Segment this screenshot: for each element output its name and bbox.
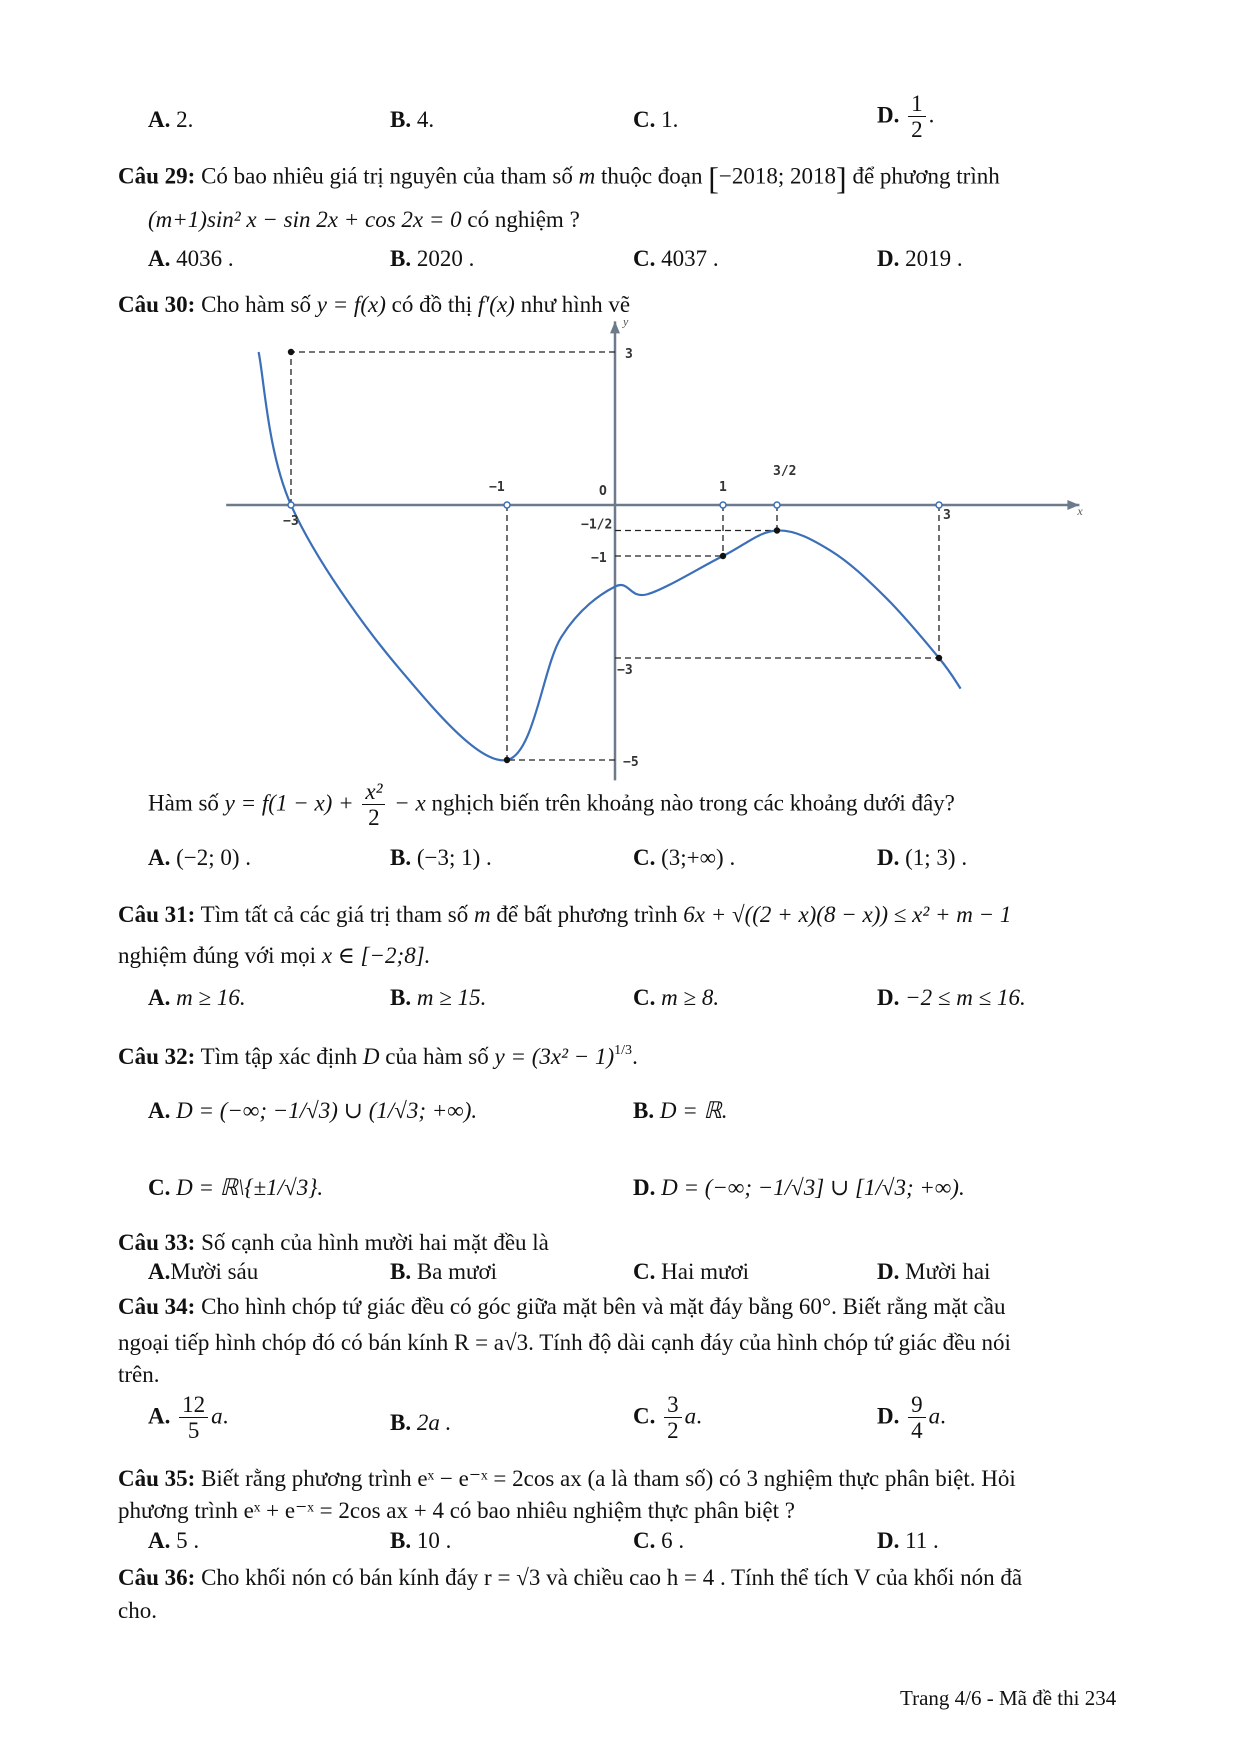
q30-stem: Câu 30: Cho hàm số y = f(x) có đồ thị f′(x) như hình vẽ <box>118 292 631 317</box>
data-point-0 <box>288 349 294 355</box>
q29-stem: Câu 29: Có bao nhiêu giá trị nguyên của tham số m thuộc đoạn [−2018; 2018] để phương trình <box>118 160 1000 196</box>
x-tick-label-5: 3 <box>943 508 951 523</box>
q34-option-b: B. 2a . <box>390 1410 452 1435</box>
q34-stem-line2: ngoại tiếp hình chóp đó có bán kính R = a√3. Tính độ dài cạnh đáy của hình chóp tứ giác đều nói <box>118 1330 1011 1355</box>
x-tick-dot-4 <box>936 502 942 508</box>
q34-option-d: D. $\frac{9}{4}$ a. <box>877 1392 946 1444</box>
q30-option-d: D. (1; 3) . <box>877 845 968 870</box>
y-tick-label-0: 3 <box>625 347 633 362</box>
x-tick-label-3: 1 <box>719 480 727 495</box>
data-point-2 <box>720 553 726 559</box>
q33-stem: Câu 33: Số cạnh của hình mười hai mặt đều là <box>118 1230 549 1255</box>
y-axis-label: y <box>623 314 629 329</box>
q35-option-c: C. 6 . <box>633 1528 685 1553</box>
y-tick-label-3: −3 <box>617 663 633 678</box>
q29-option-c: C. 4037 . <box>633 246 719 271</box>
x-tick-dot-3 <box>774 502 780 508</box>
q30-option-b: B. (−3; 1) . <box>390 845 492 870</box>
q30-option-c: C. (3;+∞) . <box>633 845 736 870</box>
q36-stem: Câu 36: Cho khối nón có bán kính đáy r = √3 và chiều cao h = 4 . Tính thể tích V của khối nón đã <box>118 1565 1023 1590</box>
q35-option-d: D. 11 . <box>877 1528 939 1553</box>
q35-option-b: B. 10 . <box>390 1528 452 1553</box>
q32-option-d: D. D = (−∞; −1/√3] ∪ [1/√3; +∞). <box>633 1175 965 1200</box>
q34-option-a: A. $\frac{12}{5}$ a. <box>148 1392 229 1444</box>
x-tick-dot-1 <box>504 502 510 508</box>
y-tick-label-1: −1/2 <box>581 517 613 533</box>
q31-stem: Câu 31: Tìm tất cả các giá trị tham số m để bất phương trình 6x + √((2 + x)(8 − x)) ≤ x² + m − 1 <box>118 902 1012 927</box>
q29-equation: (m+1)sin² x − sin 2x + cos 2x = 0 có nghiệm ? <box>148 207 580 232</box>
q34-stem-line3: trên. <box>118 1362 160 1387</box>
q31-option-b: B. m ≥ 15. <box>390 985 487 1010</box>
data-point-3 <box>774 527 780 533</box>
q31-option-d: D. −2 ≤ m ≤ 16. <box>877 985 1026 1010</box>
x-tick-label-1: −1 <box>489 480 505 495</box>
q33-option-d: D. Mười hai <box>877 1259 991 1284</box>
q33-option-b: B. Ba mươi <box>390 1259 498 1284</box>
x-tick-label-0: −3 <box>283 514 299 529</box>
data-point-1 <box>504 757 510 763</box>
y-axis-arrow <box>610 321 620 333</box>
page-footer: Trang 4/6 - Mã đề thi 234 <box>900 1686 1117 1710</box>
q35-stem-line2: phương trình eˣ + e⁻ˣ = 2cos ax + 4 có bao nhiêu nghiệm thực phân biệt ? <box>118 1498 795 1523</box>
q36-stem-line2: cho. <box>118 1598 157 1623</box>
y-tick-label-2: −1 <box>591 551 607 566</box>
q35-option-a: A. 5 . <box>148 1528 200 1553</box>
q32-stem: Câu 32: Tìm tập xác định D của hàm số $y = (3x^2 - 1)^{1/3}$. <box>118 1043 638 1069</box>
q32-option-a: A. D = (−∞; −1/√3) ∪ (1/√3; +∞). <box>148 1098 478 1123</box>
q34-option-c: C. $\frac{3}{2}$ a. <box>633 1392 702 1444</box>
q35-stem: Câu 35: Biết rằng phương trình eˣ − e⁻ˣ = 2cos ax (a là tham số) có 3 nghiệm thực phân biệt. Hỏi <box>118 1466 1016 1491</box>
q31-option-c: C. m ≥ 8. <box>633 985 720 1010</box>
x-axis-label: x <box>1077 504 1083 518</box>
q34-stem: Câu 34: Cho hình chóp tứ giác đều có góc giữa mặt bên và mặt đáy bằng 60°. Biết rằng mặt cầu <box>118 1294 1006 1319</box>
q28-option-d: D. $\frac{1}{2}$ . <box>877 91 935 143</box>
q28-option-c: C. 1. <box>633 107 679 132</box>
y-tick-label-4: −5 <box>623 755 639 770</box>
q30-question: Hàm số y = f(1 − x) + $\frac{\text{x²}}{2}$ − x nghịch biến trên khoảng nào trong các khoảng dưới đây? <box>148 779 955 831</box>
q28-option-a: A. 2. <box>148 107 194 132</box>
derivative-curve <box>259 352 961 760</box>
q29-option-b: B. 2020 . <box>390 246 475 271</box>
q31-stem-line2: nghiệm đúng với mọi x ∈ [−2;8]. <box>118 943 431 968</box>
q28-option-b: B. 4. <box>390 107 435 132</box>
data-point-4 <box>936 655 942 661</box>
x-tick-label-4: 3/2 <box>773 464 797 479</box>
x-tick-dot-2 <box>720 502 726 508</box>
q31-option-a: A. m ≥ 16. <box>148 985 246 1010</box>
q33-option-a: A.Mười sáu <box>148 1259 259 1284</box>
x-tick-dot-0 <box>288 502 294 508</box>
q29-option-d: D. 2019 . <box>877 246 963 271</box>
q33-option-c: C. Hai mươi <box>633 1259 749 1284</box>
q32-option-b: B. D = ℝ. <box>633 1098 728 1123</box>
q32-option-c: C. D = ℝ\{±1/√3}. <box>148 1175 324 1200</box>
q29-option-a: A. 4036 . <box>148 246 234 271</box>
derivative-graph <box>283 314 1083 770</box>
x-tick-label-2: O <box>599 484 607 499</box>
q30-option-a: A. (−2; 0) . <box>148 845 252 870</box>
